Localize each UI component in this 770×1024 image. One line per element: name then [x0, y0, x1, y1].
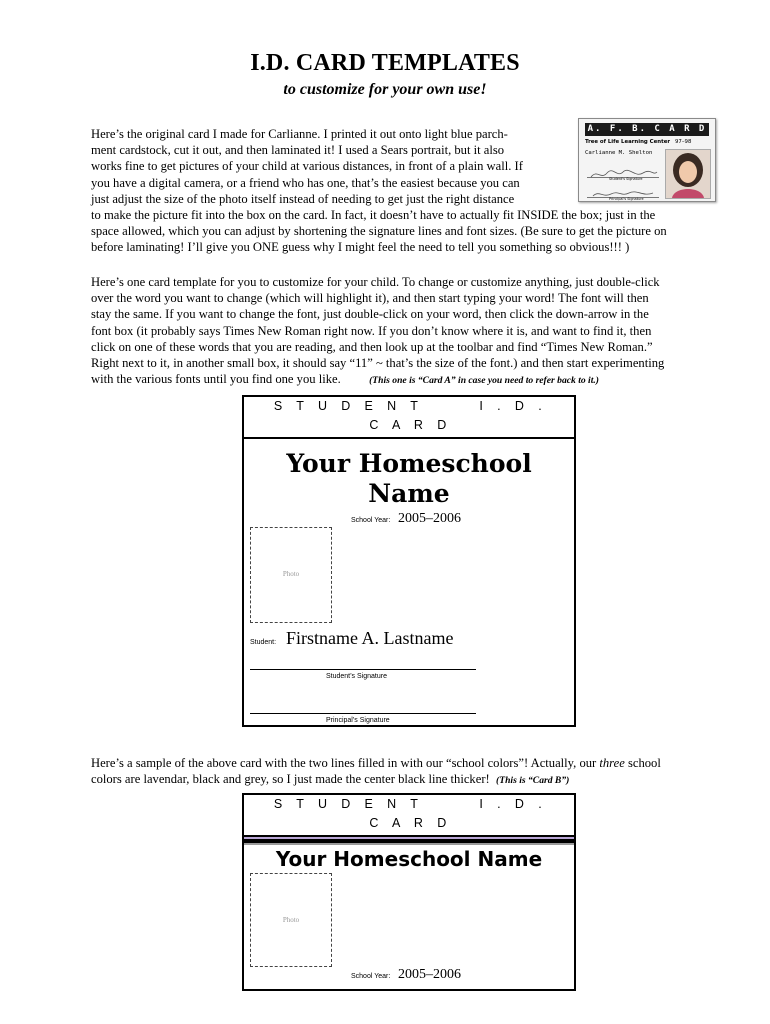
text-line: you have a digital camera, or a friend who has one, that’s the easiest because you can [91, 175, 520, 190]
card-a-school-year: 2005–2006 [398, 511, 461, 526]
card-b-photo-box [250, 873, 332, 967]
card-a-note: (This one is “Card A” in case you need to refer back to it.) [369, 375, 599, 387]
card-b-header [244, 795, 574, 837]
card-a-student-signature-label: Student’s Signature [326, 673, 387, 680]
card-b-school-year-label: School Year: [351, 973, 391, 980]
card-a-student-label: Student: [250, 639, 277, 646]
card-a-school-line-2: Name [368, 479, 450, 508]
text-line: Right next to it, in another small box, it should say “11” ~ that’s the size of the font.) and then start experimenting [91, 356, 665, 371]
card-a-header [244, 397, 574, 439]
card-b-header-line-1: S T U D E N T I . D . [273, 797, 545, 811]
text-line [91, 371, 664, 389]
text-line [91, 755, 661, 771]
text-line-part: with the various fonts until you find one you like. [91, 372, 341, 387]
card-a-photo-caption: Photo [282, 570, 300, 578]
text-line: over the word you want to change (which will highlight it), and then start typing your word! The font will then [91, 291, 649, 306]
original-card-photo [578, 118, 716, 202]
original-card-title: A. F. B. C A R D [585, 123, 709, 136]
card-a-photo-box [250, 527, 332, 623]
text-line: before laminating! I’ll give you ONE guess why I might feel the need to tell you something so obvious!!! ) [91, 240, 630, 255]
text-line: click on one of these words that you are reading, and then look up at the toolbar and find “Times New Roman.” [91, 339, 653, 354]
text-line: ment cardstock, cut it out, and then laminated it! I used a Sears portrait, but it also [91, 143, 505, 158]
card-a-student-signature-line [250, 669, 476, 670]
card-a-school-year-label: School Year: [351, 517, 391, 524]
text-line: stay the same. If you want to change the font, just double-click on your word, then click the down-arrow in the [91, 307, 649, 322]
text-line: works fine to get pictures of your child at various distances, in front of a plain wall. If [91, 159, 523, 174]
page-subtitle: to customize for your own use! [283, 81, 487, 98]
text-part: Here’s a sample of the above card with the two lines filled in with our “school colors”! Actually, our [91, 756, 600, 770]
text-line: space allowed, which you can adjust by shortening the signature lines and font sizes. (Be sure to get the picture on [91, 224, 667, 239]
card-b-header-line-2: C A R D [369, 816, 449, 830]
card-b-paragraph [91, 755, 661, 789]
text-line: Here’s the original card I made for Carlianne. I printed it out onto light blue parch- [91, 127, 508, 141]
card-a-header-line-1: S T U D E N T I . D . [273, 399, 545, 413]
id-card-b [242, 793, 576, 991]
card-b-photo-caption: Photo [282, 916, 300, 924]
original-card-name: Carlianne M. Shelton [585, 150, 653, 156]
card-b-color-band-bottom [244, 843, 574, 845]
card-a-principal-signature-label: Principal’s Signature [326, 717, 390, 724]
card-b-school-year: 2005–2006 [398, 967, 461, 982]
original-card-sig-label-2: Principal's Signature [609, 197, 644, 201]
text-line [91, 771, 661, 789]
text-part: school [624, 756, 661, 770]
page-title: I.D. CARD TEMPLATES [250, 50, 520, 76]
card-a-principal-signature-line [250, 713, 476, 714]
original-card-sig-label-1: Student's Signature [609, 177, 643, 181]
text-emphasis: three [599, 756, 625, 770]
card-a-header-line-2: C A R D [369, 418, 449, 432]
child-portrait-image [665, 149, 711, 199]
card-a-school-line-1: Your Homeschool [286, 449, 532, 478]
original-card-year: 97–98 [675, 139, 692, 145]
id-card-a [242, 395, 576, 727]
text-line: font box (it probably says Times New Roman right now. If you don’t know where it is, and want to find it, then [91, 323, 652, 338]
original-card-school: Tree of Life Learning Center [585, 139, 671, 145]
portrait-icon [666, 150, 710, 198]
text-line: just adjust the size of the photo itself instead of needing to get just the right distance [91, 191, 515, 206]
text-line: Here’s one card template for you to customize for your child. To change or customize anything, just double-click [91, 275, 660, 289]
card-a-student-name: Firstname A. Lastname [286, 628, 454, 648]
text-line: to make the picture fit into the box on the card. In fact, it doesn’t have to actually fit INSIDE the box; just in the [91, 208, 656, 223]
card-b-school-name: Your Homeschool Name [275, 847, 543, 871]
text-part: colors are lavendar, black and grey, so I just made the center black line thicker! [91, 772, 490, 787]
card-b-note: (This is “Card B”) [496, 775, 570, 787]
instructions-paragraph [91, 274, 664, 389]
